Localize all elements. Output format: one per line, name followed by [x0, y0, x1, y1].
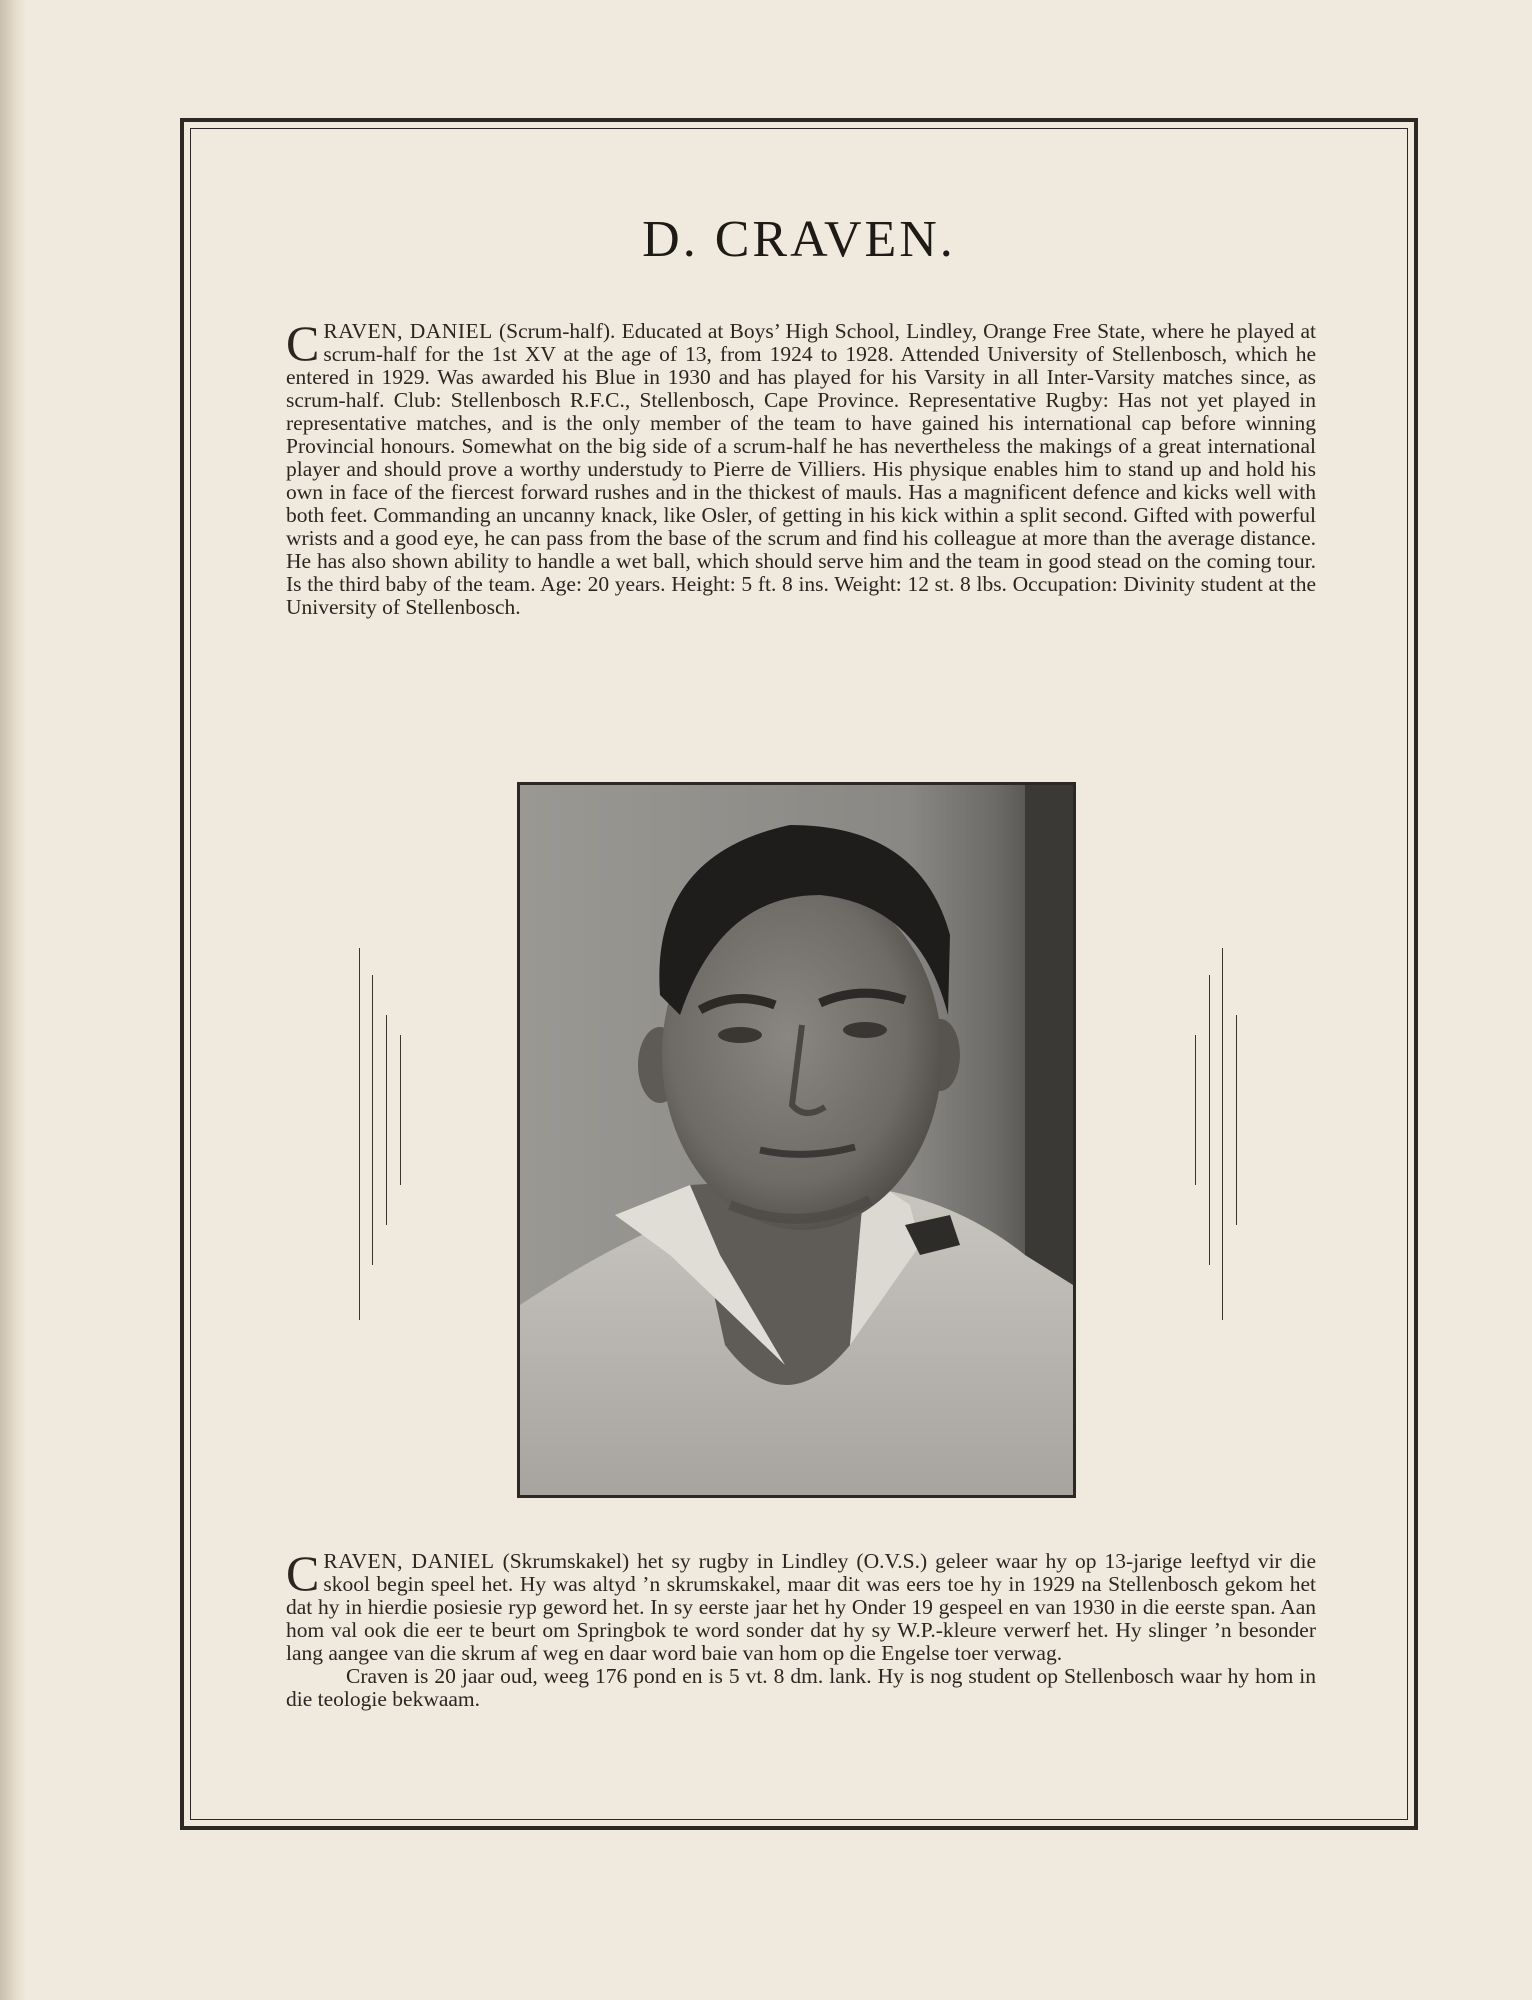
drop-cap: C	[286, 315, 320, 371]
drop-cap: C	[286, 1545, 320, 1601]
decorative-line	[1209, 975, 1210, 1265]
page-gutter-shadow	[0, 0, 26, 2000]
bio-name-lead: RAVEN, DANIEL	[323, 1549, 495, 1573]
decorative-line	[359, 948, 360, 1320]
bio-name-lead: RAVEN, DANIEL	[323, 319, 493, 343]
bio-text-second: Craven is 20 jaar oud, weeg 176 pond en is 5 vt. 8 dm. lank. Hy is nog student op Stellenbosch waar hy hom in die teologie bekwaam.	[286, 1664, 1316, 1711]
afrikaans-biography	[286, 1545, 1316, 1711]
decorative-line	[1222, 948, 1223, 1320]
decorative-line	[1236, 1015, 1237, 1225]
decorative-line	[386, 1015, 387, 1225]
english-biography	[286, 315, 1316, 619]
decorative-line	[372, 975, 373, 1265]
decorative-line	[1195, 1035, 1196, 1185]
bio-text: (Scrum-half). Educated at Boys’ High School, Lindley, Orange Free State, where he played at scrum-half for the 1st XV at the age of 13, from 1924 to 1928. Attended University of Stellenbosch, which he entered in 1929. Was awarded his Blue in 1930 and has played for his Varsity in all Inter-Varsity matches since, as scrum-half. Club: Stellenbosch R.F.C., Stellenbosch, Cape Province. Representative Rugby: Has not yet played in representative matches, and is the only member of the team to have gained his international cap before winning Provincial honours. Somewhat on the big side of a scrum-half he has nevertheless the makings of a great international player and should prove a worthy understudy to Pierre de Villiers. His physique enables him to stand up and hold his own in face of the fiercest forward rushes and in the thickest of mauls. Has a magnificent defence and kicks well with both feet. Commanding an uncanny knack, like Osler, of getting in his kick within a split second. Gifted with powerful wrists and a good eye, he can pass from the base of the scrum and find his colleague at more than the average distance. He has also shown ability to handle a wet ball, which should serve him and the team in good stead on the coming tour. Is the third baby of the team. Age: 20 years. Height: 5 ft. 8 ins. Weight: 12 st. 8 lbs. Occupation: Divinity student at the University of Stellenbosch.	[286, 319, 1316, 619]
page-title: D. CRAVEN.	[642, 211, 956, 268]
bio-text: (Skrumskakel) het sy rugby in Lindley (O.V.S.) geleer waar hy op 13-jarige leeftyd vir die skool begin speel het. Hy was altyd ’n skrumskakel, maar dit was eers toe hy in 1929 na Stellenbosch gekom het dat hy in hierdie posiesie ryp geword het. In sy eerste jaar het hy Onder 19 gespeel en van 1930 in die eerste span. Aan hom val ook die eer te beurt om Springbok te word sonder dat hy sy W.P.-kleure verwerf het. Hy slinger ’n besonder lang aangee van die skrum af weg en daar word baie van hom op die Engelse toer verwag.	[286, 1549, 1316, 1665]
portrait-photo	[517, 782, 1076, 1498]
decorative-line	[400, 1035, 401, 1185]
